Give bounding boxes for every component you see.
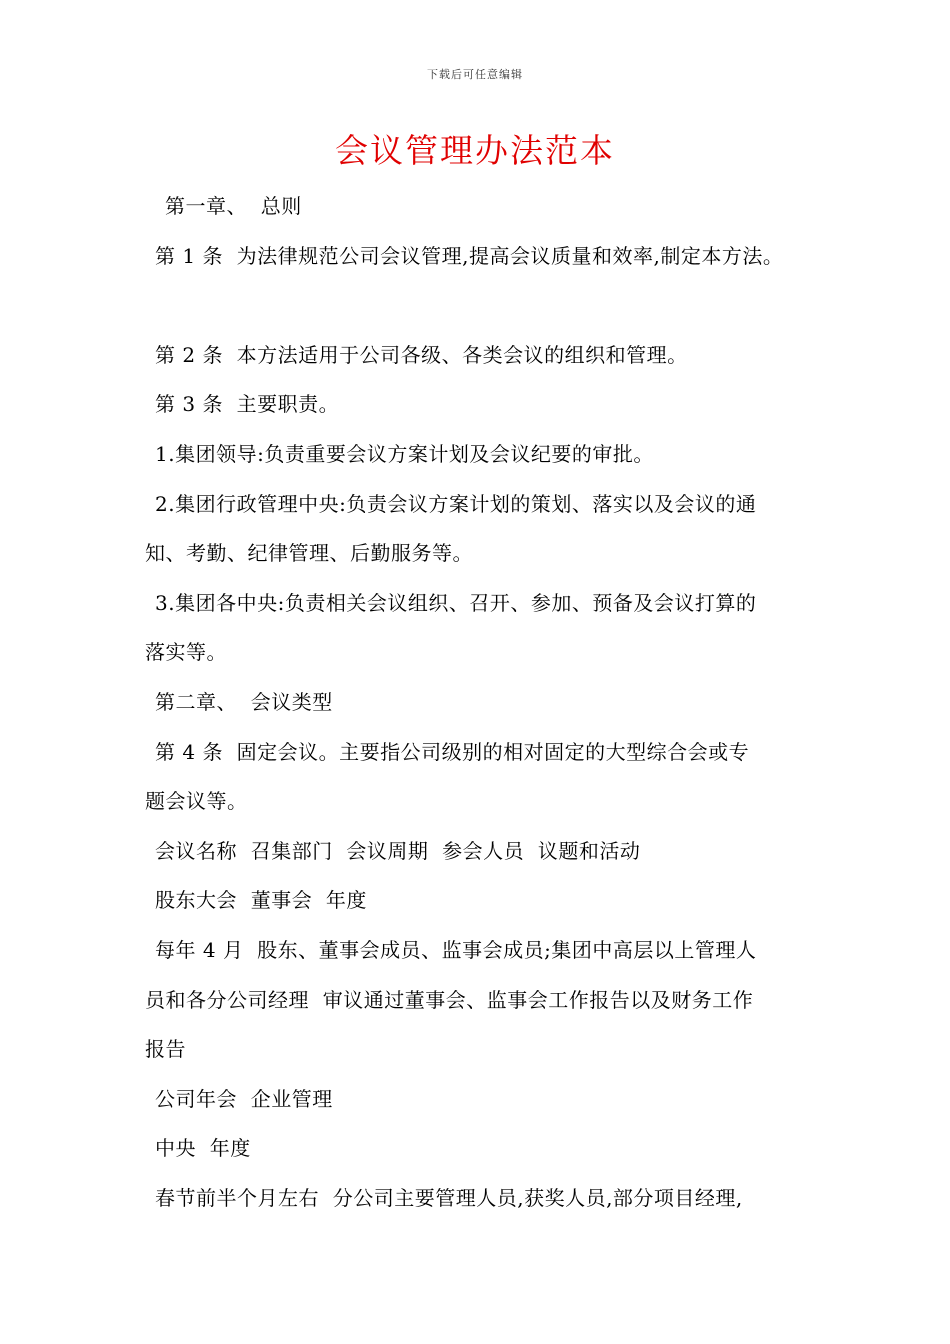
header-note: 下载后可任意编辑 [427, 68, 523, 81]
list-item: 3.集团各中央:负责相关会议组织、召开、参加、预备及会议打算的 [155, 590, 757, 615]
table-row-line: 公司年会 企业管理 [155, 1086, 333, 1111]
article-paragraph: 第 1 条 为法律规范公司会议管理,提高会议质量和效率,制定本方法。 [155, 243, 784, 268]
blank-line [145, 281, 815, 331]
list-item-continuation: 知、考勤、纪律管理、后勤服务等。 [145, 541, 473, 566]
article-paragraph: 第 2 条 本方法适用于公司各级、各类会议的组织和管理。 [155, 342, 688, 367]
table-row-continuation: 报告 [145, 1037, 186, 1062]
chapter-heading: 第二章、 会议类型 [155, 689, 333, 714]
list-item: 2.集团行政管理中央:负责会议方案计划的策划、落实以及会议的通 [155, 491, 757, 516]
list-item-continuation: 落实等。 [145, 640, 227, 665]
document-body [145, 182, 815, 1223]
table-header-line: 会议名称 召集部门 会议周期 参会人员 议题和活动 [155, 838, 641, 863]
table-row-continuation: 员和各分公司经理 审议通过董事会、监事会工作报告以及财务工作 [145, 987, 754, 1012]
article-paragraph: 第 4 条 固定会议。主要指公司级别的相对固定的大型综合会或专 [155, 739, 750, 764]
table-row-line: 中央 年度 [155, 1136, 251, 1161]
table-row-line: 股东大会 董事会 年度 [155, 888, 367, 913]
list-item: 1.集团领导:负责重要会议方案计划及会议纪要的审批。 [155, 441, 654, 466]
document-title: 会议管理办法范本 [335, 131, 615, 170]
article-paragraph-continuation: 题会议等。 [145, 789, 248, 814]
chapter-heading: 第一章、 总则 [165, 194, 302, 218]
table-row-line: 春节前半个月左右 分公司主要管理人员,获奖人员,部分项目经理, [155, 1185, 743, 1210]
article-paragraph: 第 3 条 主要职责。 [155, 392, 340, 417]
table-row-line: 每年 4 月 股东、董事会成员、监事会成员;集团中高层以上管理人 [155, 937, 757, 962]
